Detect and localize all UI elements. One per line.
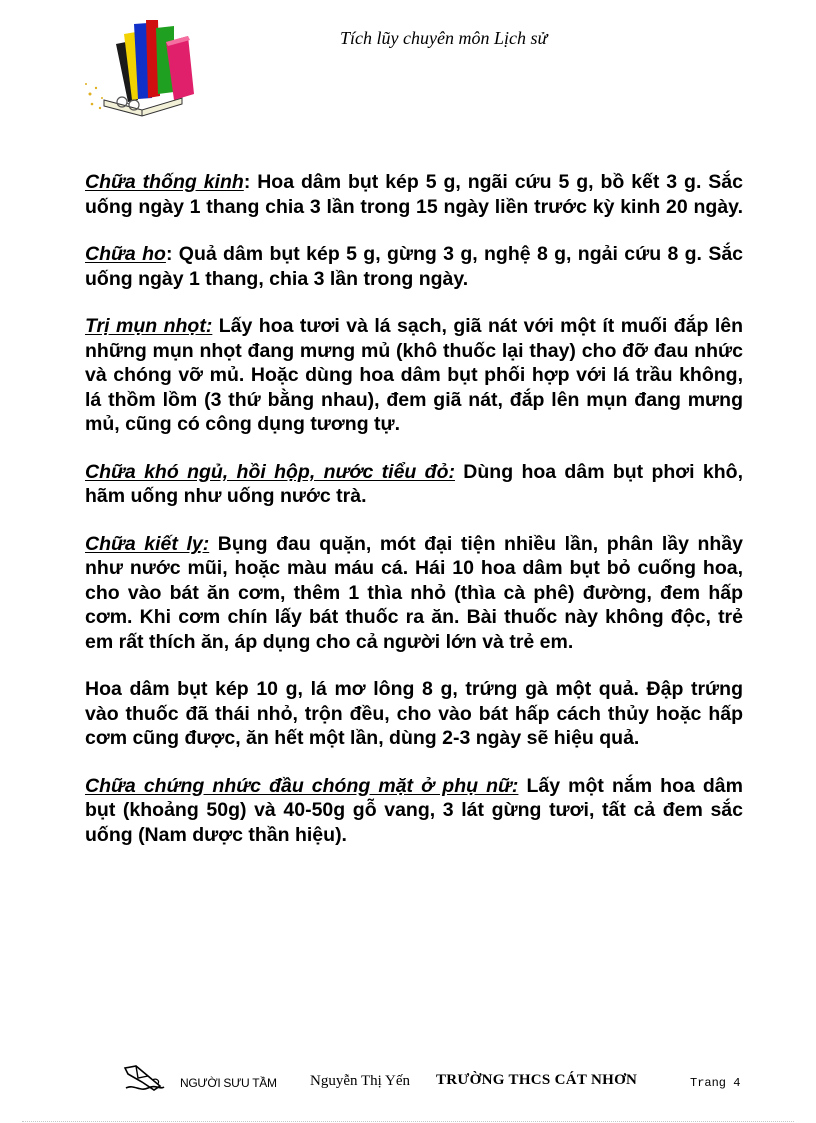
paragraph-text: Dùng hoa dâm bụt phơi khô, hãm uống như uống nước trà. <box>85 460 743 507</box>
page-number: Trang 4 <box>690 1076 741 1090</box>
paragraph-text: Hoa dâm bụt kép 10 g, lá mơ lông 8 g, trứng gà một quả. Đập trứng vào thuốc đã thái nhỏ, trộn đều, cho vào bát hấp cách thủy hoặc hấp cơm cũng được, ăn hết một lần, dùng 2-3 ngày sẽ hiệu quả. <box>85 678 743 749</box>
paragraph-ho <box>85 242 743 291</box>
paragraph-heading: Chữa thống kinh <box>85 171 244 193</box>
collector-label: NGƯỜI SƯU TẦM <box>180 1076 277 1090</box>
paragraph-heading: Trị mụn nhọt: <box>85 315 213 337</box>
school-name: TRƯỜNG THCS CÁT NHƠN <box>436 1072 638 1088</box>
paragraph-text: Hoa dâm bụt kép 5 g, ngãi cứu 5 g, bồ kết 3 g. Sắc uống ngày 1 thang chia 3 lần trong 15 ngày liền trước kỳ kinh 20 ngày. <box>85 171 743 218</box>
paragraph-text: Bụng đau quặn, mót đại tiện nhiều lần, phân lầy nhầy như nước mũi, hoặc màu máu cá. Hái 10 hoa dâm bụt bỏ cuống hoa, cho vào bát ăn cơm, thêm 1 thìa nhỏ (thìa cà phê) đường, đem hấp cơm. Khi cơm chín lấy bát thuốc ra ăn. Bài thuốc này không độc, trẻ em rất thích ăn, áp dụng cho cả người lớn và trẻ em. <box>85 532 744 653</box>
books-icon <box>82 14 202 118</box>
heading-colon: : <box>243 171 251 193</box>
paragraph-thong-kinh <box>85 170 743 219</box>
paragraph-heading: Chữa chứng nhức đầu chóng mặt ở phụ nữ: <box>85 774 519 797</box>
paragraph-heading: Chữa kiết lỵ: <box>85 532 210 555</box>
paragraph-nhuc-dau <box>85 774 743 848</box>
pen-signature-icon <box>122 1062 166 1094</box>
author-name: Nguyễn Thị Yến <box>310 1073 410 1089</box>
paragraph-text: Lấy một nắm hoa dâm bụt (khoảng 50g) và 40-50g gỗ vang, 3 lát gừng tươi, tất cả đem sắc uống (Nam dược thần hiệu). <box>85 774 743 846</box>
paragraph-kho-ngu <box>85 460 743 509</box>
paragraph-text: Quả dâm bụt kép 5 g, gừng 3 g, nghệ 8 g, ngải cứu 8 g. Sắc uống ngày 1 thang, chia 3 lần trong ngày. <box>85 243 744 290</box>
article-body <box>85 170 743 870</box>
paragraph-text: Lấy hoa tươi và lá sạch, giã nát với một ít muối đắp lên những mụn nhọt đang mưng mủ (khô thuốc lại thay) cho đỡ đau nhức và chóng vỡ mủ. Hoặc dùng hoa dâm bụt phối hợp với lá trầu không, lá thồm lồm (3 thứ bằng nhau), đem giã nát, đắp lên mụn đang mưng mủ, cũng có công dụng tương tự. <box>85 315 743 435</box>
heading-colon: : <box>165 243 173 265</box>
paragraph-heading: Chữa ho <box>85 243 166 265</box>
header-title: Tích lũy chuyên môn Lịch sử <box>340 28 548 48</box>
page-footer <box>0 1060 816 1100</box>
paragraph-hoa-dam-but-kep <box>85 677 743 751</box>
paragraph-mun-nhot <box>85 314 743 437</box>
page-bottom-divider <box>22 1121 794 1122</box>
paragraph-heading: Chữa khó ngủ, hồi hộp, nước tiểu đỏ: <box>85 460 455 483</box>
paragraph-kiet-ly <box>85 532 743 655</box>
